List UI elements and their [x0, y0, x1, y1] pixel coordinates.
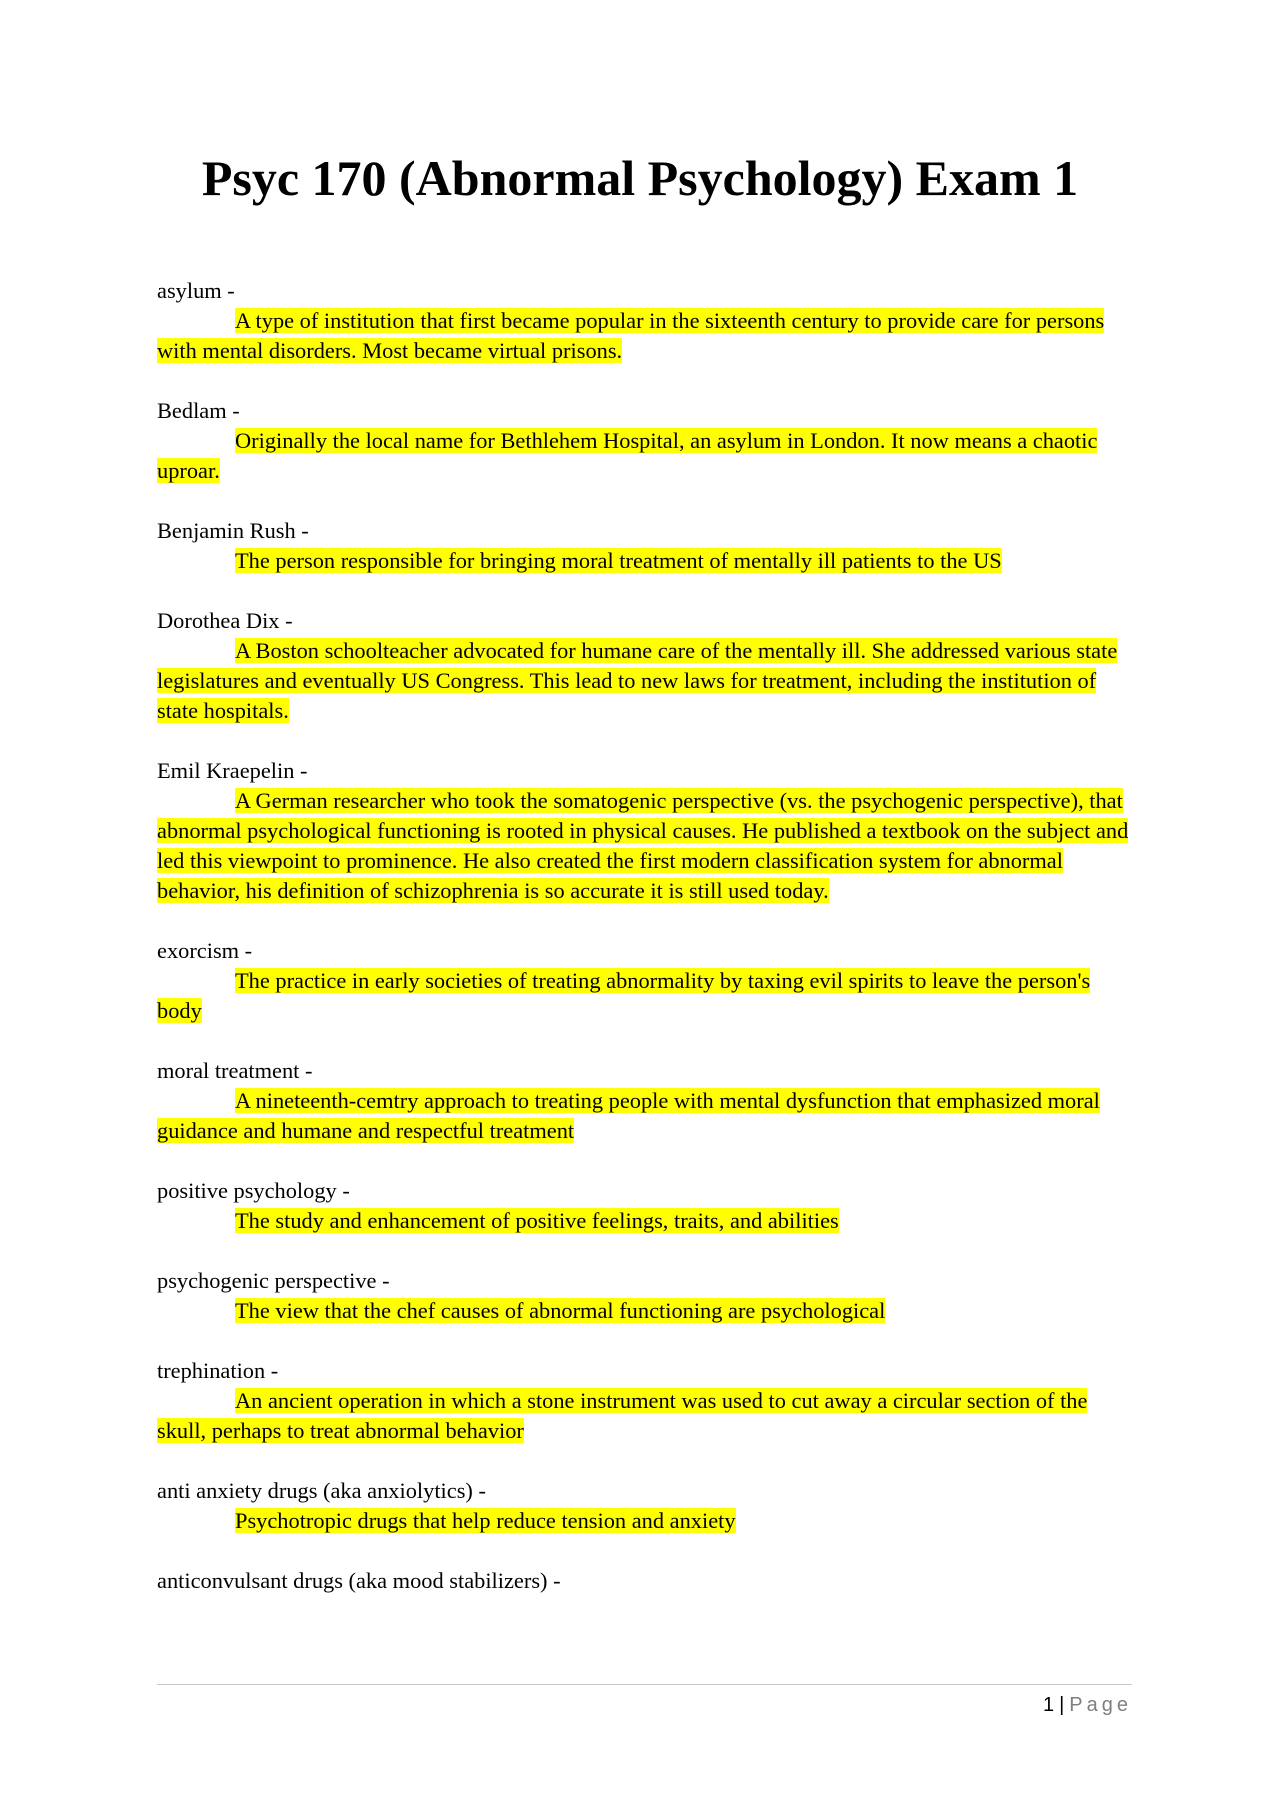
entry-term: Benjamin Rush -	[157, 518, 309, 543]
entry-definition	[157, 546, 1132, 576]
entry-definition	[157, 1206, 1132, 1236]
highlighted-definition: An ancient operation in which a stone instrument was used to cut away a circular section of the skull, perhaps to treat abnormal behavior	[157, 1388, 1088, 1443]
entry-definition	[157, 636, 1132, 726]
entry-term: asylum -	[157, 278, 235, 303]
document-title: Psyc 170 (Abnormal Psychology) Exam 1	[201, 150, 1079, 206]
entry-term: psychogenic perspective -	[157, 1268, 390, 1293]
glossary-entry	[157, 1566, 1132, 1596]
glossary-entry	[157, 396, 1132, 486]
entry-definition	[157, 786, 1132, 906]
glossary-entry	[157, 936, 1132, 1026]
footer-separator: |	[1059, 1694, 1065, 1716]
glossary-entry	[157, 756, 1132, 906]
entry-term: anti anxiety drugs (aka anxiolytics) -	[157, 1478, 486, 1503]
entry-definition	[157, 306, 1132, 366]
highlighted-definition: The study and enhancement of positive feelings, traits, and abilities	[235, 1208, 839, 1233]
entry-term: Bedlam -	[157, 398, 240, 423]
highlighted-definition: The person responsible for bringing moral treatment of mentally ill patients to the US	[235, 548, 1002, 573]
glossary-entry	[157, 1056, 1132, 1146]
glossary-entry	[157, 276, 1132, 366]
highlighted-definition: A type of institution that first became popular in the sixteenth century to provide care for persons with mental disorders. Most became virtual prisons.	[157, 308, 1105, 363]
entry-term: anticonvulsant drugs (aka mood stabilizers) -	[157, 1568, 561, 1593]
glossary-entry	[157, 606, 1132, 726]
entry-term: Dorothea Dix -	[157, 608, 293, 633]
entry-term: trephination -	[157, 1358, 279, 1383]
highlighted-definition: Originally the local name for Bethlehem Hospital, an asylum in London. It now means a chaotic uproar.	[157, 428, 1098, 483]
entry-term: exorcism -	[157, 938, 253, 963]
highlighted-definition: A nineteenth-cemtry approach to treating people with mental dysfunction that emphasized moral guidance and humane and respectful treatment	[157, 1088, 1100, 1143]
footer-divider	[157, 1684, 1132, 1685]
glossary-entry	[157, 1176, 1132, 1236]
page-number: 1	[1042, 1694, 1055, 1716]
highlighted-definition: The view that the chef causes of abnormal functioning are psychological	[235, 1298, 886, 1323]
glossary-entry	[157, 1476, 1132, 1536]
glossary-entry	[157, 1266, 1132, 1326]
highlighted-definition: The practice in early societies of treating abnormality by taxing evil spirits to leave the person's body	[157, 968, 1091, 1023]
entry-definition	[157, 1386, 1132, 1446]
page-label: Page	[1069, 1694, 1132, 1716]
entry-definition	[157, 1296, 1132, 1326]
entry-term: positive psychology -	[157, 1178, 350, 1203]
glossary-entry	[157, 516, 1132, 576]
page-footer	[157, 1692, 1132, 1718]
glossary-list	[157, 276, 1132, 1626]
entry-definition	[157, 1506, 1132, 1536]
highlighted-definition: A German researcher who took the somatogenic perspective (vs. the psychogenic perspective), that abnormal psychological functioning is rooted in physical causes. He published a textbook on the subject and led this viewpoint to prominence. He also created the first modern classification system for abnormal behavior, his definition of schizophrenia is so accurate it is still used today.	[157, 788, 1129, 903]
entry-definition	[157, 426, 1132, 486]
entry-term: Emil Kraepelin -	[157, 758, 308, 783]
entry-definition	[157, 1086, 1132, 1146]
highlighted-definition: Psychotropic drugs that help reduce tension and anxiety	[235, 1508, 736, 1533]
glossary-entry	[157, 1356, 1132, 1446]
entry-term: moral treatment -	[157, 1058, 313, 1083]
highlighted-definition: A Boston schoolteacher advocated for humane care of the mentally ill. She addressed various state legislatures and eventually US Congress. This lead to new laws for treatment, including the institution of state hospitals.	[157, 638, 1118, 723]
entry-definition	[157, 966, 1132, 1026]
